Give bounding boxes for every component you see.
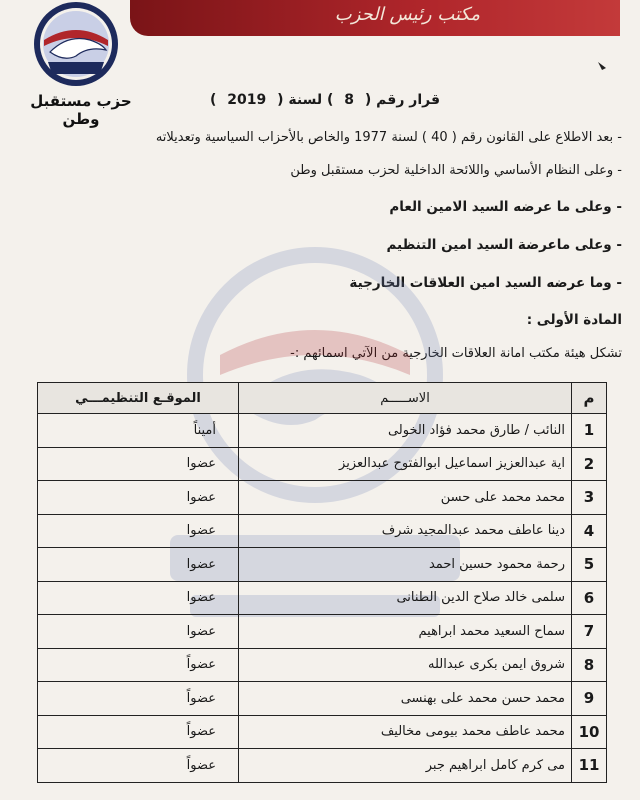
banner-text: مكتب رئيس الحزب [334,4,480,25]
row-name: سلمى خالد صلاح الدين الطنانى [239,581,572,615]
table-row [38,615,607,649]
table-row [38,514,607,548]
row-name: محمد محمد على حسن [239,481,572,515]
table-row [38,648,607,682]
article-text: تشكل هيئة مكتب امانة العلاقات الخارجية من الآتي اسمائهم :- [290,346,622,361]
row-num: 2 [572,447,607,481]
table-row [38,581,607,615]
row-name: مى كرم كامل ابراهيم جبر [239,749,572,783]
row-position: عضوا [38,548,239,582]
row-position: عضوا [38,481,239,515]
row-position: عضوا [38,615,239,649]
table-row [38,481,607,515]
decree-line [210,92,440,108]
decree-year: 2019 [227,92,267,108]
row-position: عضواً [38,715,239,749]
row-name: محمد عاطف محمد بيومى مخاليف [239,715,572,749]
row-position: عضواً [38,682,239,716]
pen-mark-icon [594,58,614,78]
members-table [37,382,607,783]
row-name: رحمة محمود حسين احمد [239,548,572,582]
preamble-line-3: - وعلى ما عرضه السيد الامين العام [389,199,622,215]
header-position: الموقـع التنظيمـــي [38,383,239,414]
row-num: 7 [572,615,607,649]
preamble-line-4: - وعلى ماعرضة السيد امين التنظيم [386,237,622,253]
decree-close: ) [210,92,217,108]
header-name: الاســـــم [239,383,572,414]
row-name: شروق ايمن بكرى عبدالله [239,648,572,682]
row-num: 8 [572,648,607,682]
row-position: عضواً [38,749,239,783]
row-position: عضوا [38,447,239,481]
row-num: 5 [572,548,607,582]
table-row [38,715,607,749]
row-num: 1 [572,414,607,448]
row-name: اية عبدالعزيز اسماعيل ابوالفتوح عبدالعزيز [239,447,572,481]
row-num: 11 [572,749,607,783]
table-row [38,682,607,716]
row-name: دينا عاطف محمد عبدالمجيد شرف [239,514,572,548]
table-row [38,548,607,582]
article-title: المادة الأولى : [526,312,622,328]
row-name: محمد حسن محمد على بهنسى [239,682,572,716]
preamble-line-1: - بعد الاطلاع على القانون رقم ( 40 ) لسنة 1977 والخاص بالأحزاب السياسية وتعديلاته [155,130,622,145]
header-banner [130,0,620,36]
row-position: عضواً [38,648,239,682]
table-row [38,749,607,783]
decree-number: 8 [344,92,355,108]
decree-year-label: ) لسنة ( [277,92,334,108]
row-name: سماح السعيد محمد ابراهيم [239,615,572,649]
table-row [38,447,607,481]
row-name: النائب / طارق محمد فؤاد الخولى [239,414,572,448]
row-position: عضوا [38,514,239,548]
row-num: 9 [572,682,607,716]
row-position: أميناً [38,414,239,448]
preamble-line-5: - وما عرضه السيد امين العلاقات الخارجية [349,275,622,291]
row-num: 10 [572,715,607,749]
table-row [38,414,607,448]
decree-label: قرار رقم ( [364,92,440,108]
row-position: عضوا [38,581,239,615]
preamble-line-2: - وعلى النظام الأساسي واللائحة الداخلية لحزب مستقبل وطن [290,163,622,178]
table-header-row [38,383,607,414]
row-num: 6 [572,581,607,615]
party-name: حزب مستقبل وطن [30,92,132,128]
header-num: م [572,383,607,414]
party-logo-icon [28,0,124,90]
row-num: 3 [572,481,607,515]
row-num: 4 [572,514,607,548]
